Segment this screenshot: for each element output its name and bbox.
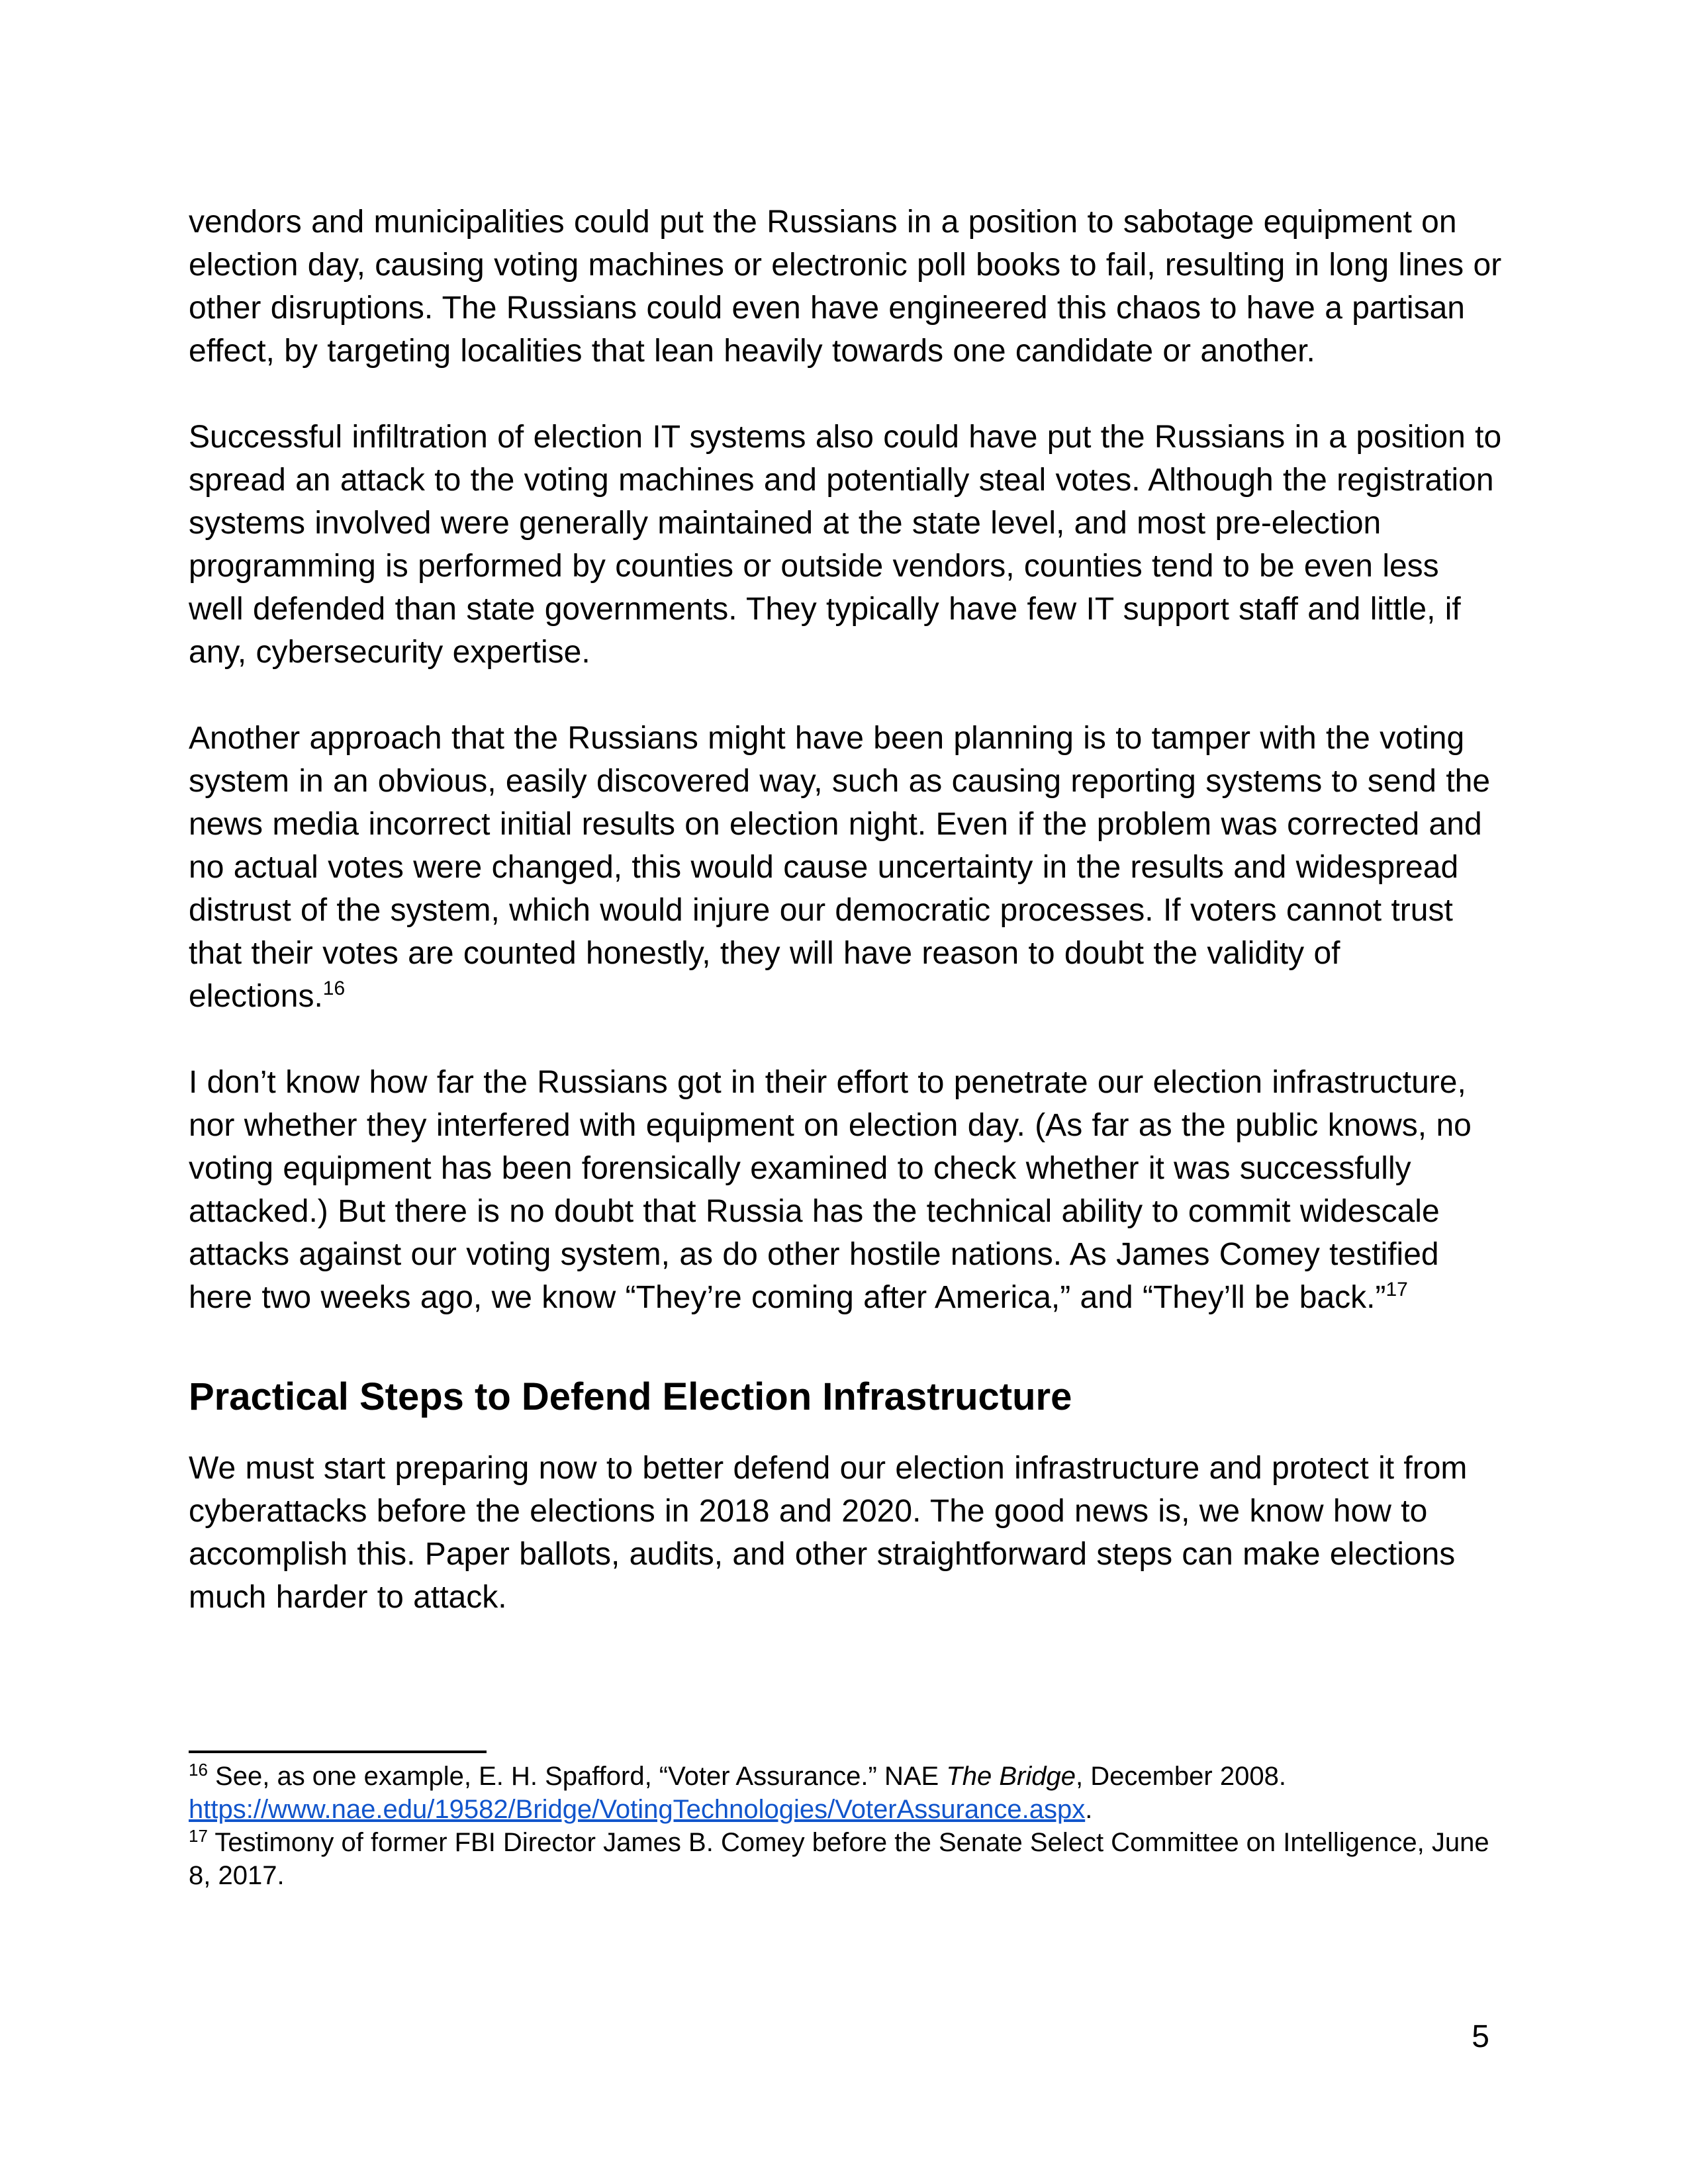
section-heading: Practical Steps to Defend Election Infrastructure bbox=[189, 1375, 1072, 1418]
footnote-16-publication: The Bridge bbox=[946, 1762, 1076, 1791]
footnote-17-marker: 17 bbox=[189, 1826, 208, 1846]
footnote-ref-17: 17 bbox=[1385, 1279, 1408, 1300]
paragraph-text: vendors and municipalities could put the Russians in a position to sabotage equipment on election day, causing voting machines or electronic poll books to fail, resulting in long lines or other disruptions. The Russians could even have engineered this chaos to have a partisan effect, by targeting localities that lean heavily towards one candidate or another. bbox=[189, 205, 1502, 369]
document-content bbox=[189, 201, 1503, 1892]
footnote-16-text: See, as one example, E. H. Spafford, “Voter Assurance.” NAE bbox=[215, 1762, 947, 1791]
paragraph-text: We must start preparing now to better defend our election infrastructure and protect it from cyberattacks before the elections in 2018 and 2020. The good news is, we know how to accomplish this. Paper ballots, audits, and other straightforward steps can make elections much harder to attack. bbox=[189, 1451, 1468, 1615]
footnote-17-text: Testimony of former FBI Director James B. Comey before the Senate Select Committee on Intelligence, June 8, 2017. bbox=[189, 1828, 1489, 1890]
footnote-ref-16: 16 bbox=[322, 978, 346, 999]
footnote-separator bbox=[189, 1751, 487, 1753]
page-number: 5 bbox=[1472, 2019, 1489, 2054]
footnote-16-period: . bbox=[1085, 1795, 1093, 1824]
paragraph-text: Another approach that the Russians might have been planning is to tamper with the voting system in an obvious, easily discovered way, such as causing reporting systems to send the news media incorrect initial results on election night. Even if the problem was corrected and no actual votes were changed, this would cause uncertainty in the results and widespread distrust of the system, which would injure our democratic processes. If voters cannot trust that their votes are counted honestly, they will have reason to doubt the validity of elections. bbox=[189, 721, 1491, 1014]
footnote-16 bbox=[189, 1760, 1503, 1826]
body-paragraph-1 bbox=[189, 201, 1503, 373]
body-paragraph-4 bbox=[189, 1061, 1503, 1319]
paragraph-text: I don’t know how far the Russians got in their effort to penetrate our election infrastructure, nor whether they interfered with equipment on election day. (As far as the public knows, no voting equipment has been forensically examined to check whether it was successfully attacked.) But there is no doubt that Russia has the technical ability to commit widescale attacks against our voting system, as do other hostile nations. As James Comey testified here two weeks ago, we know “They’re coming after America,” and “They’ll be back.” bbox=[189, 1065, 1472, 1315]
footnotes-section bbox=[189, 1760, 1503, 1892]
body-paragraph-2 bbox=[189, 416, 1503, 674]
body-paragraph-3 bbox=[189, 717, 1503, 1018]
footnote-17 bbox=[189, 1826, 1503, 1892]
section-paragraph-1 bbox=[189, 1447, 1503, 1619]
footnote-16-link[interactable]: https://www.nae.edu/19582/Bridge/VotingTechnologies/VoterAssurance.aspx bbox=[189, 1795, 1086, 1824]
footnote-16-text-after: , December 2008. bbox=[1076, 1762, 1286, 1791]
footnote-16-marker: 16 bbox=[189, 1760, 208, 1780]
paragraph-text: Successful infiltration of election IT systems also could have put the Russians in a position to spread an attack to the voting machines and potentially steal votes. Although the registration systems involved were generally maintained at the state level, and most pre-election programming is performed by counties or outside vendors, counties tend to be even less well defended than state governments. They typically have few IT support staff and little, if any, cybersecurity expertise. bbox=[189, 420, 1502, 670]
